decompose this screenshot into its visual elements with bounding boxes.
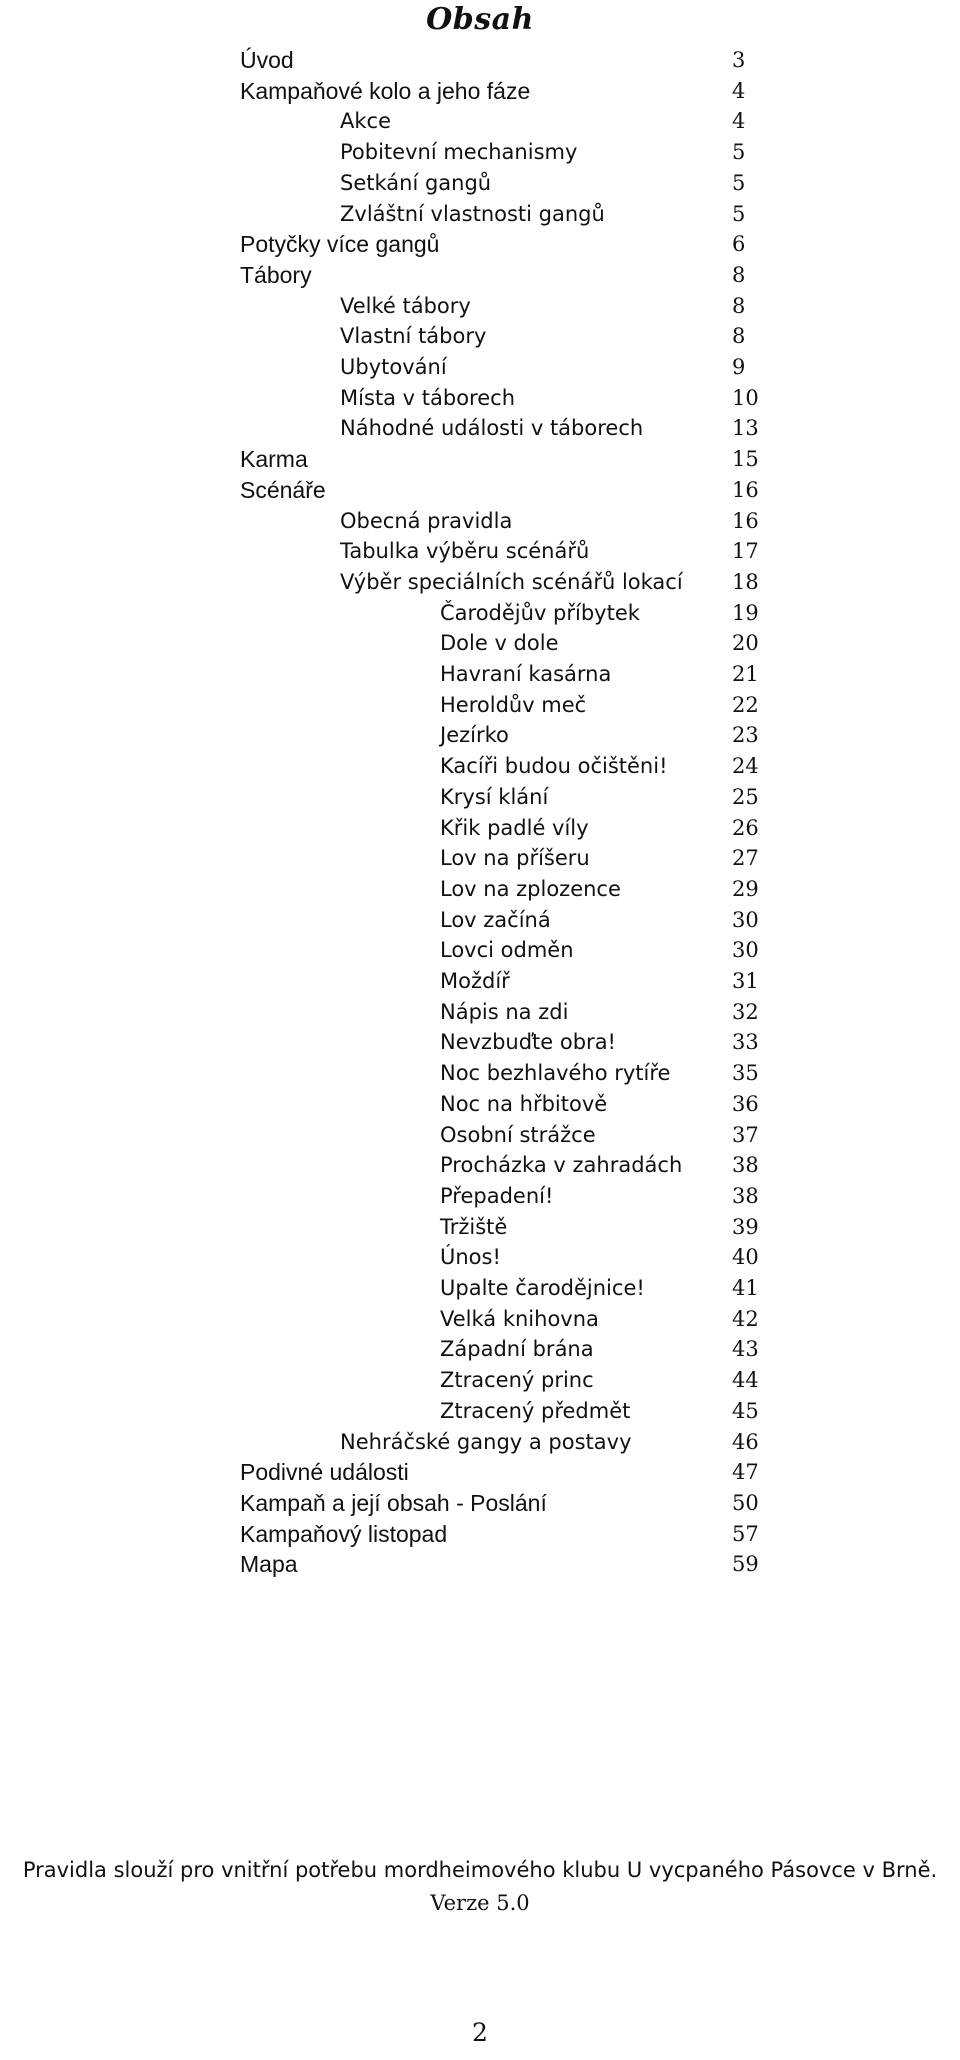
toc-entry: Kampaň a její obsah - Poslání [240,1490,547,1516]
footer-note: Pravidla slouží pro vnitřní potřebu mordheimového klubu U vycpaného Pásovce v Brně. [22,1858,938,1882]
toc-page-number: 29 [732,877,759,901]
toc-page-number: 31 [732,969,759,993]
toc-entry: Lov začíná [440,908,551,932]
toc-entry: Heroldův meč [440,693,587,717]
toc-entry: Západní brána [440,1337,594,1361]
toc-entry: Lov na příšeru [440,846,590,870]
toc-page-number: 8 [732,263,746,287]
toc-page-number: 18 [732,570,759,594]
toc-page-number: 30 [732,938,759,962]
toc-page-number: 40 [732,1245,759,1269]
toc-entry: Potyčky více gangů [240,231,440,257]
page-number: 2 [472,2018,488,2047]
toc-page-number: 44 [732,1368,759,1392]
toc-entry: Vlastní tábory [340,324,487,348]
toc-page-number: 33 [732,1030,759,1054]
toc-page-number: 47 [732,1460,759,1484]
toc-page-number: 8 [732,324,746,348]
toc-entry: Tabulka výběru scénářů [340,539,590,563]
toc-entry: Ztracený předmět [440,1399,631,1423]
toc-entry: Akce [340,109,391,133]
toc-page-number: 26 [732,816,759,840]
toc-entry: Jezírko [440,723,509,747]
toc-entry: Scénáře [240,477,326,503]
toc-entry: Noc bezhlavého rytíře [440,1061,671,1085]
toc-page-number: 25 [732,785,759,809]
toc-page-number: 32 [732,1000,759,1024]
toc-entry: Tábory [240,262,312,288]
toc-entry: Ubytování [340,355,447,379]
toc-entry: Noc na hřbitově [440,1092,608,1116]
toc-page-number: 17 [732,539,759,563]
toc-page-number: 10 [732,386,759,410]
toc-entry: Havraní kasárna [440,662,612,686]
toc-page-number: 13 [732,416,759,440]
toc-entry: Osobní strážce [440,1123,596,1147]
toc-entry: Dole v dole [440,631,559,655]
toc-page-number: 39 [732,1215,759,1239]
toc-entry: Úvod [240,47,294,73]
toc-page-number: 15 [732,447,759,471]
toc-page-number: 38 [732,1153,759,1177]
toc-page-number: 8 [732,294,746,318]
toc-entry: Lov na zplozence [440,877,621,901]
toc-page-number: 35 [732,1061,759,1085]
toc-entry: Moždíř [440,969,510,993]
toc-page-number: 37 [732,1123,759,1147]
toc-page-number: 59 [732,1552,759,1576]
toc-page-number: 46 [732,1430,759,1454]
toc-page-number: 4 [732,109,746,133]
page-title: Obsah [426,2,534,37]
toc-entry: Procházka v zahradách [440,1153,683,1177]
toc-page-number: 19 [732,601,759,625]
toc-page-number: 22 [732,693,759,717]
toc-page-number: 3 [732,48,746,72]
toc-page-number: 21 [732,662,759,686]
toc-page-number: 5 [732,202,746,226]
toc-entry: Místa v táborech [340,386,516,410]
toc-entry: Nevzbuďte obra! [440,1030,616,1054]
toc-page-number: 16 [732,509,759,533]
toc-entry: Ztracený princ [440,1368,594,1392]
toc-page-number: 9 [732,355,746,379]
toc-page-number: 6 [732,232,746,256]
toc-entry: Tržiště [440,1215,508,1239]
toc-page-number: 5 [732,140,746,164]
toc-entry: Podivné události [240,1459,409,1485]
toc-entry: Karma [240,446,308,472]
toc-entry: Lovci odměn [440,938,574,962]
toc-page-number: 42 [732,1307,759,1331]
toc-page-number: 20 [732,631,759,655]
toc-entry: Křik padlé víly [440,816,589,840]
toc-page-number: 50 [732,1491,759,1515]
version-label: Verze 5.0 [430,1891,530,1915]
toc-page-number: 38 [732,1184,759,1208]
toc-page-number: 24 [732,754,759,778]
toc-page-number: 23 [732,723,759,747]
toc-entry: Výběr speciálních scénářů lokací [340,570,683,594]
toc-entry: Kampaňový listopad [240,1521,448,1547]
toc-page-number: 30 [732,908,759,932]
toc-entry: Pobitevní mechanismy [340,140,578,164]
toc-entry: Kacíři budou očištěni! [440,754,668,778]
toc-entry: Setkání gangů [340,171,492,195]
toc-page-number: 16 [732,478,759,502]
toc-page-number: 43 [732,1337,759,1361]
toc-entry: Nehráčské gangy a postavy [340,1430,632,1454]
toc-entry: Velká knihovna [440,1307,599,1331]
toc-entry: Zvláštní vlastnosti gangů [340,202,605,226]
toc-page-number: 5 [732,171,746,195]
toc-entry: Krysí klání [440,785,549,809]
toc-page-number: 41 [732,1276,759,1300]
toc-entry: Kampaňové kolo a jeho fáze [240,78,531,104]
toc-entry: Obecná pravidla [340,509,513,533]
toc-page-number: 45 [732,1399,759,1423]
toc-entry: Čarodějův příbytek [440,601,640,625]
toc-page-number: 27 [732,846,759,870]
toc-entry: Mapa [240,1551,298,1577]
toc-entry: Náhodné události v táborech [340,416,644,440]
toc-entry: Únos! [440,1245,501,1269]
toc-entry: Nápis na zdi [440,1000,569,1024]
toc-entry: Přepadení! [440,1184,554,1208]
toc-page-number: 36 [732,1092,759,1116]
toc-page-number: 4 [732,79,746,103]
toc-entry: Velké tábory [340,294,471,318]
toc-entry: Upalte čarodějnice! [440,1276,645,1300]
toc-page-number: 57 [732,1522,759,1546]
